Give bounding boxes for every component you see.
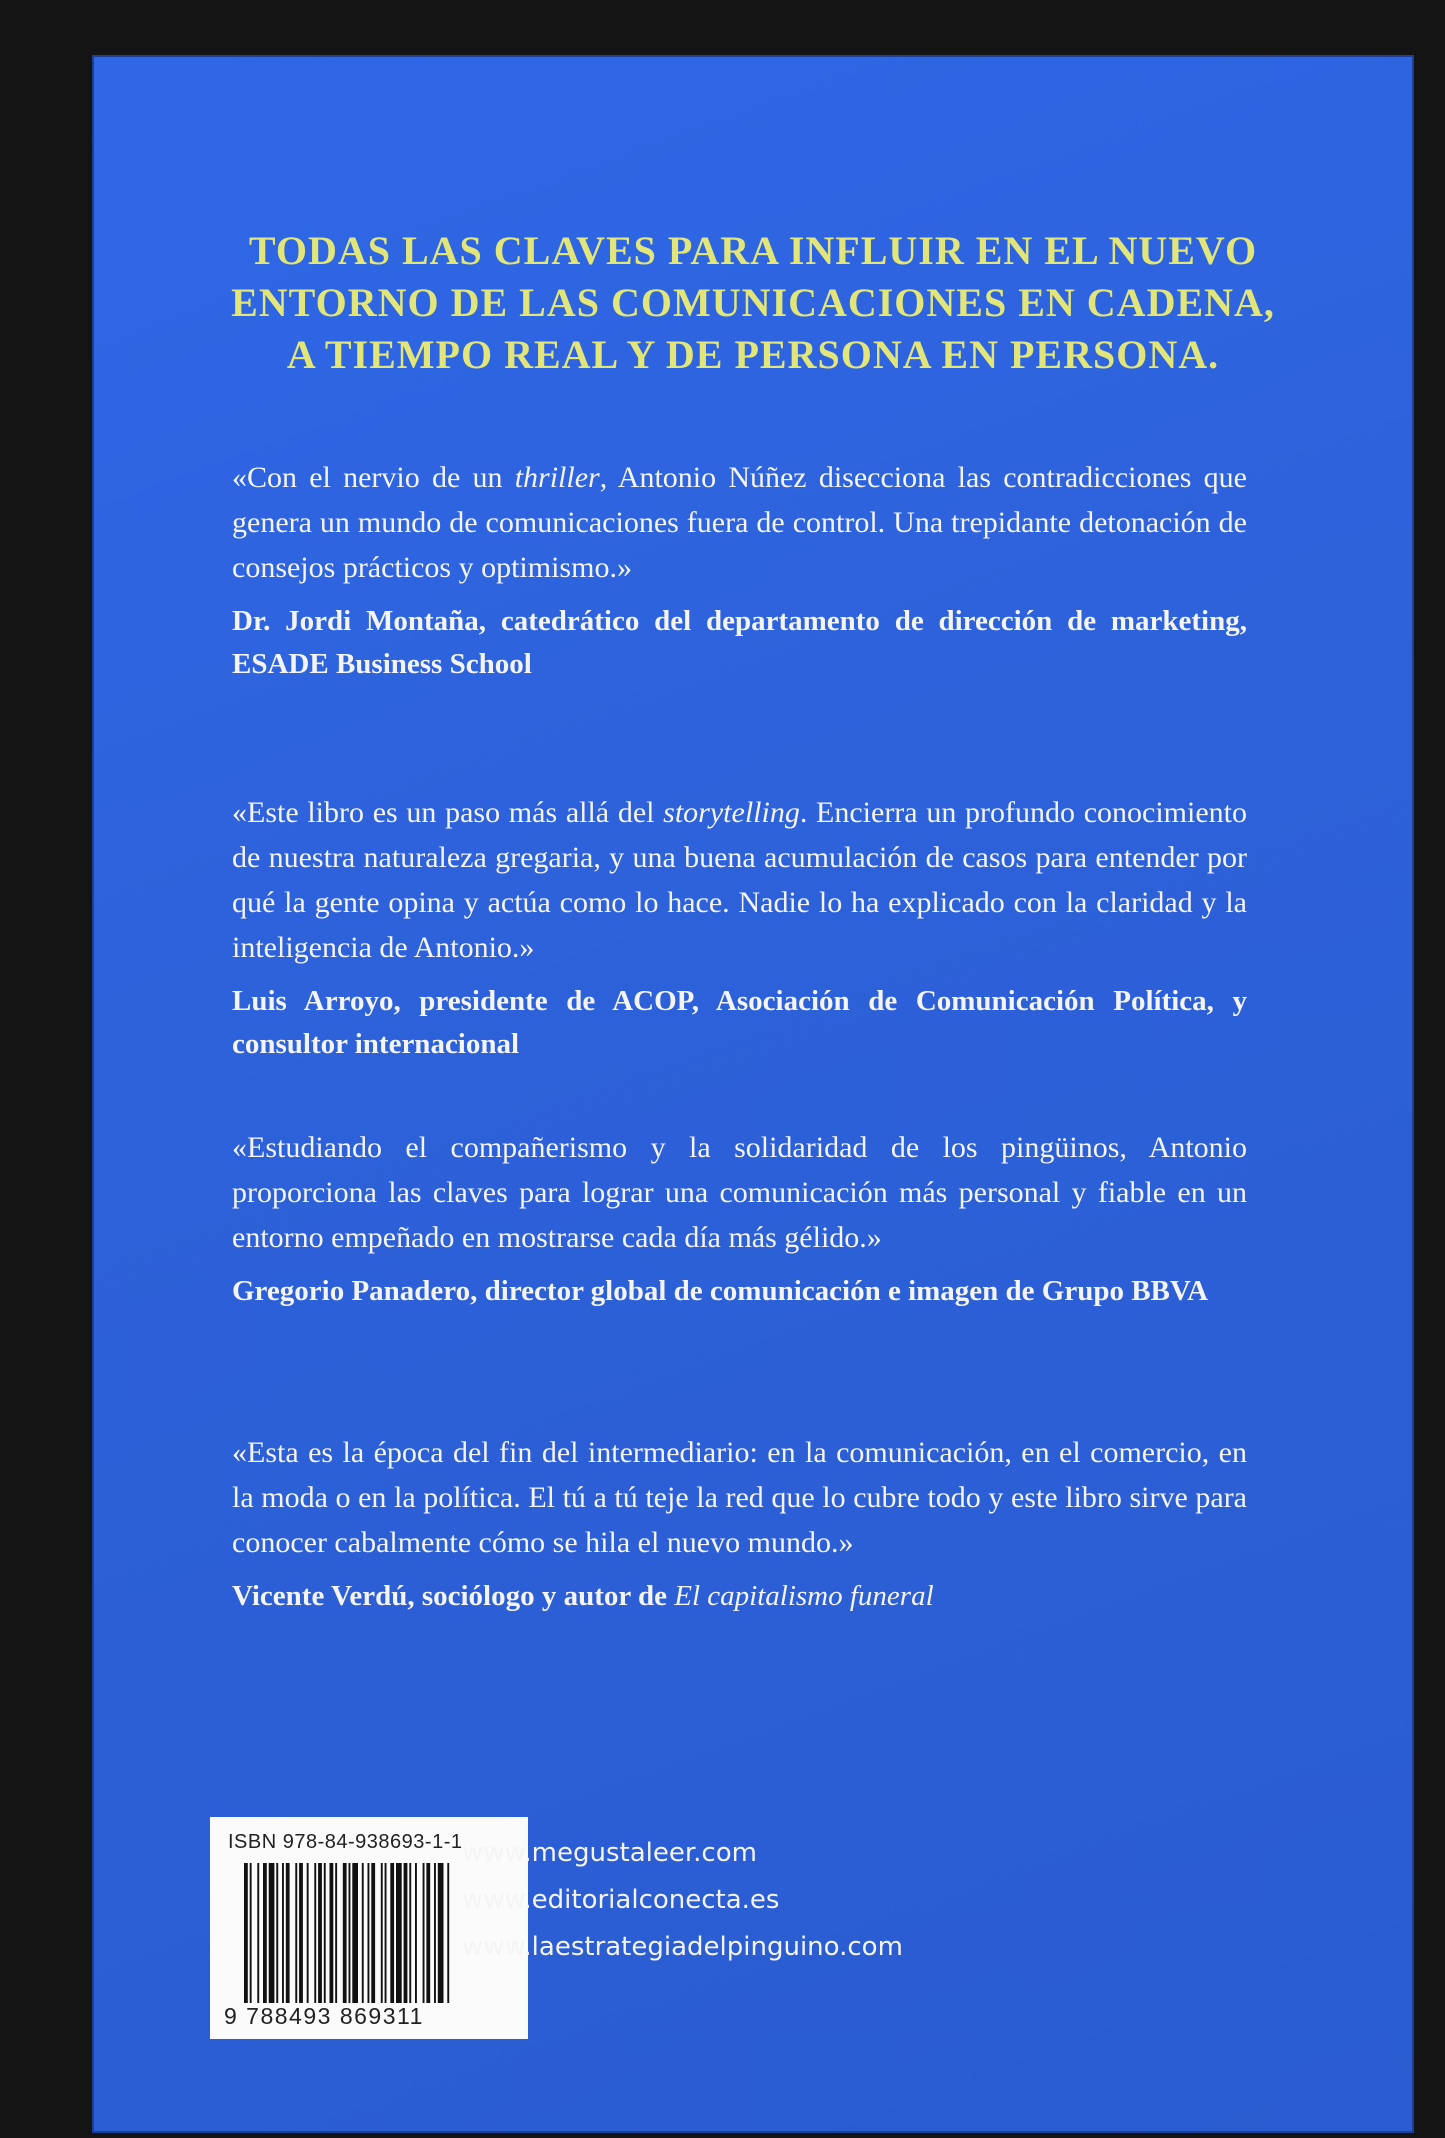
blurb-text: «Estudiando el compañerismo y la solidaridad de los pingüinos, Antonio proporciona las claves para lograr una comunicación más personal y fiable en un entorno empeñado en mostrarse cada día más gélido.» (232, 1131, 1247, 1254)
barcode-bar (335, 1863, 337, 2003)
barcode-bar (263, 1863, 267, 2003)
barcode-bar (396, 1863, 402, 2003)
barcode-bar (362, 1863, 364, 2003)
blurb-text: «Con el nervio de un (232, 461, 515, 494)
blurb-3-quote (232, 1125, 1247, 1260)
blurb-text-italic: thriller (514, 461, 600, 494)
blurb-4-author (232, 1575, 1247, 1618)
cover-headline (92, 225, 1414, 381)
barcode-bar (269, 1863, 275, 2003)
barcode-bar (368, 1863, 370, 2003)
author-text: Dr. Jordi Montaña, catedrático del departamento de dirección de marketing, ESADE Business School (232, 605, 1247, 680)
barcode-bar (286, 1863, 290, 2003)
blurb-3-author (232, 1270, 1247, 1313)
blurb-text: , Antonio Núñez disecciona las contradicciones que genera un mundo de comunicaciones fuera de control. Una trepidante detonación de consejos prácticos y optimismo.» (232, 461, 1247, 584)
barcode-bar (349, 1863, 351, 2003)
headline-line-3: A TIEMPO REAL Y DE PERSONA EN PERSONA. (286, 332, 1220, 377)
barcode-bar (307, 1863, 309, 2003)
blurb-text-italic: storytelling (663, 796, 800, 829)
barcode-bar (257, 1863, 259, 2003)
blurb-text: «Este libro es un paso más allá del (232, 796, 664, 829)
author-text: Vicente Verdú, sociólogo y autor de (232, 1580, 675, 1612)
barcode-bar (282, 1863, 284, 2003)
author-text: Luis Arroyo, presidente de ACOP, Asociación de Comunicación Política, y consultor internacional (232, 985, 1247, 1060)
headline-line-2: ENTORNO DE LAS COMUNICACIONES EN CADENA, (231, 280, 1275, 325)
barcode-bar (330, 1863, 334, 2003)
barcode-bar (352, 1863, 358, 2003)
barcode-bar (250, 1863, 252, 2003)
barcode-bar (276, 1863, 278, 2003)
blurb-1-quote (232, 455, 1247, 590)
barcode-bar (295, 1863, 297, 2003)
barcode-bar (314, 1863, 316, 2003)
blurb-4-quote (232, 1430, 1247, 1565)
barcode-bar (438, 1863, 444, 2003)
barcode-bar (244, 1863, 248, 2003)
barcode-bar (426, 1863, 430, 2003)
link-laestrategiadelpinguino[interactable]: www.laestrategiadelpinguino.com (462, 1932, 903, 1962)
barcode-bar (415, 1863, 417, 2003)
blurb-text: . Encierra un profundo conocimiento de nuestra naturaleza gregaria, y una buena acumulación de casos para entender por qué la gente opina y actúa como lo hace. Nadie lo ha explicado con la claridad y la inteligencia de Antonio.» (232, 796, 1247, 964)
blurb-4 (232, 1430, 1247, 1618)
barcode-bar (404, 1863, 408, 2003)
barcode-bar (390, 1863, 394, 2003)
barcode-bar (318, 1863, 322, 2003)
barcode-bar (343, 1863, 347, 2003)
barcode-bar (447, 1863, 449, 2003)
barcode-bar (324, 1863, 326, 2003)
blurb-1-author (232, 600, 1247, 686)
barcode-bar (409, 1863, 411, 2003)
barcode-bar (371, 1863, 375, 2003)
barcode-bar (385, 1863, 387, 2003)
isbn-label: ISBN 978-84-938693-1-1 (228, 1831, 463, 1853)
author-text: Gregorio Panadero, director global de comunicación e imagen de Grupo BBVA (232, 1275, 1209, 1307)
blurb-2 (232, 790, 1247, 1066)
barcode-bar (381, 1863, 383, 2003)
author-book-title: El capitalismo funeral (674, 1580, 934, 1612)
headline-line-1: TODAS LAS CLAVES PARA INFLUIR EN EL NUEVO (248, 228, 1258, 273)
blurb-3 (232, 1125, 1247, 1313)
blurb-2-quote (232, 790, 1247, 970)
book-back-cover (92, 55, 1414, 2133)
barcode-bar (423, 1863, 425, 2003)
blurb-1 (232, 455, 1247, 686)
isbn-digits: 9 788493 869311 (224, 2003, 424, 2029)
barcode-bar (434, 1863, 436, 2003)
link-editorialconecta[interactable]: www.editorialconecta.es (462, 1885, 780, 1915)
blurb-text: «Esta es la época del fin del intermediario: en la comunicación, en el comercio, en la moda o en la política. El tú a tú teje la red que lo cubre todo y este libro sirve para conocer cabalmente cómo se hila el nuevo mundo.» (232, 1436, 1247, 1559)
website-links (462, 1830, 903, 1971)
barcode-bar (299, 1863, 303, 2003)
blurb-2-author (232, 980, 1247, 1066)
link-megustaleer[interactable]: www.megustaleer.com (462, 1838, 757, 1868)
